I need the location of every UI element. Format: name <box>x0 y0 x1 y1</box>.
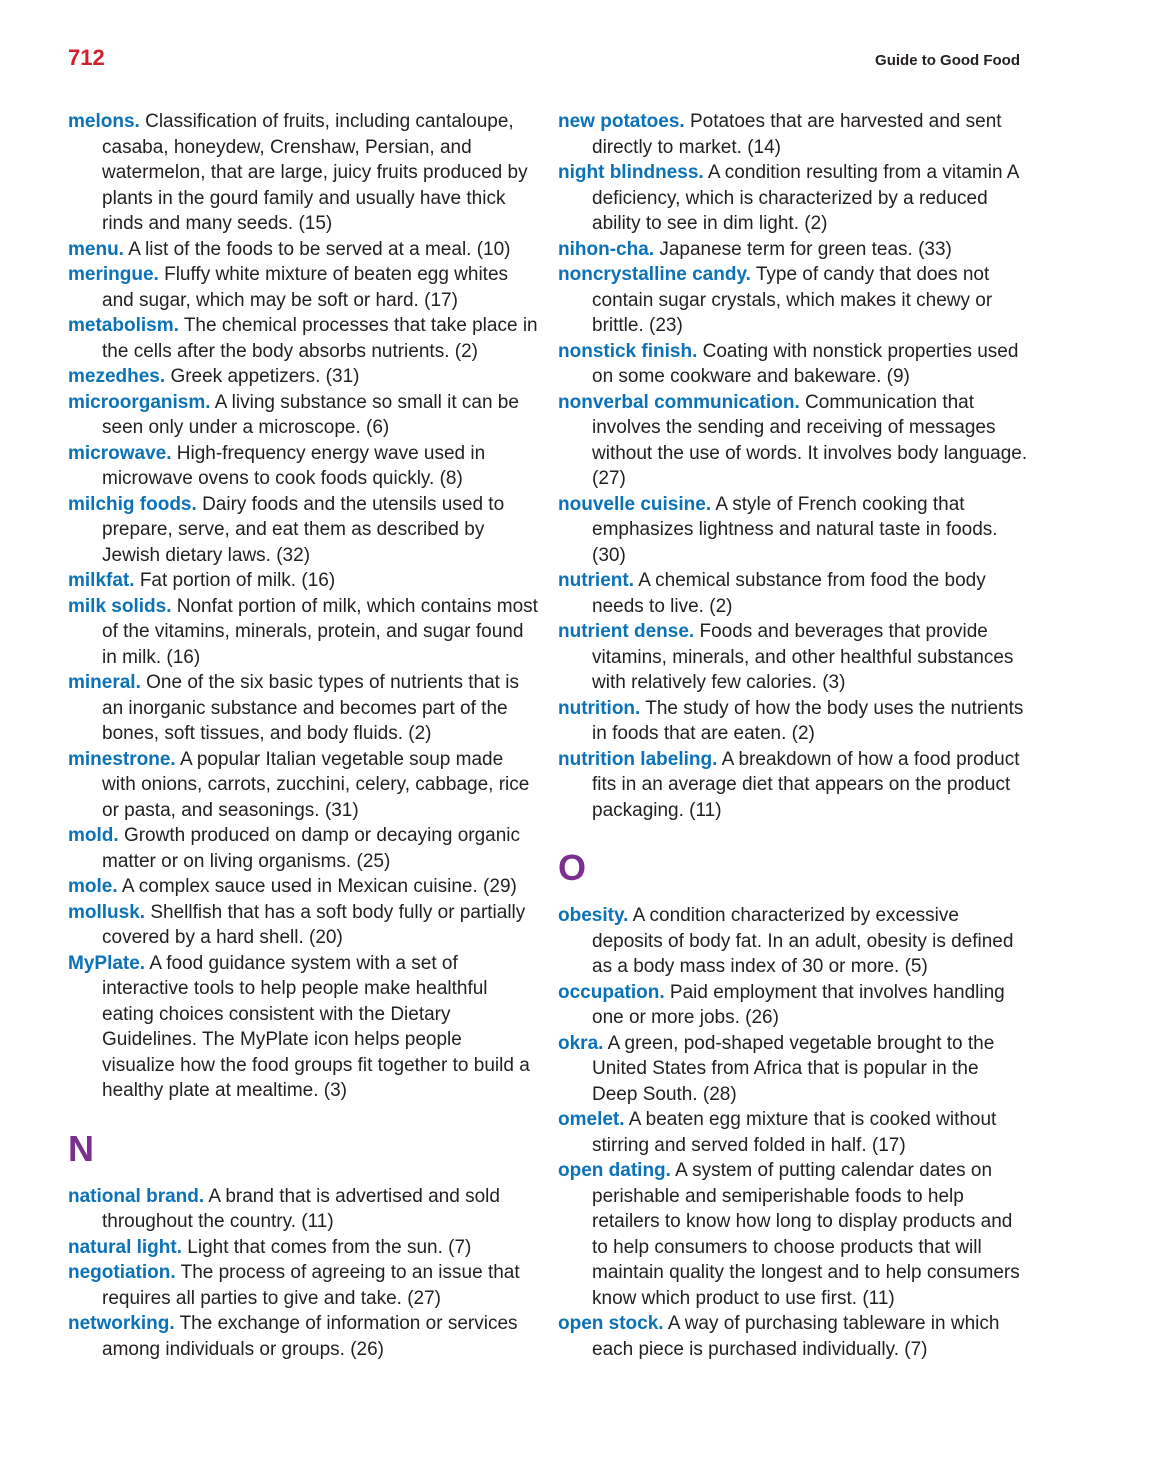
glossary-definition: Fat portion of milk. (16) <box>139 570 336 591</box>
glossary-term: nutrition labeling. <box>558 748 718 770</box>
glossary-term: MyPlate. <box>68 952 146 974</box>
glossary-entry <box>68 109 538 237</box>
glossary-definition: A chemical substance from food the body needs to live. (2) <box>592 570 986 617</box>
glossary-entry <box>558 696 1028 747</box>
glossary-entry <box>68 313 538 364</box>
glossary-entry <box>68 747 538 824</box>
glossary-term: mollusk. <box>68 901 146 923</box>
glossary-entry <box>558 237 1028 263</box>
glossary-term: nouvelle cuisine. <box>558 493 712 515</box>
glossary-definition: Nonfat portion of milk, which contains most of the vitamins, minerals, protein, and sugar found in milk. (16) <box>102 595 538 668</box>
glossary-term: noncrystalline candy. <box>558 264 751 285</box>
glossary-entry <box>68 823 538 874</box>
glossary-term: milkfat. <box>68 570 135 591</box>
running-head: Guide to Good Food <box>875 52 1020 69</box>
glossary-definition: Fluffy white mixture of beaten egg whites and sugar, which may be soft or hard. (17) <box>102 264 509 311</box>
glossary-term: menu. <box>68 238 124 260</box>
glossary-definition: A style of French cooking that emphasizes lightness and natural taste in foods. (30) <box>592 493 998 566</box>
glossary-entry <box>68 951 538 1104</box>
glossary-definition: The chemical processes that take place in the cells after the body absorbs nutrients. (2) <box>102 315 538 362</box>
glossary-definition: The exchange of information or services among individuals or groups. (26) <box>102 1313 518 1360</box>
glossary-definition: Japanese term for green teas. (33) <box>659 238 952 260</box>
glossary-term: nonstick finish. <box>558 340 698 362</box>
glossary-column-right <box>558 109 1028 1362</box>
glossary-entry <box>68 390 538 441</box>
glossary-entry <box>68 441 538 492</box>
glossary-term: omelet. <box>558 1109 625 1130</box>
glossary-entry <box>68 1184 538 1235</box>
glossary-term: nonverbal communication. <box>558 391 800 413</box>
glossary-column-left <box>68 109 538 1362</box>
glossary-definition: The study of how the body uses the nutrients in foods that are eaten. (2) <box>592 697 1024 744</box>
glossary-definition: A breakdown of how a food product fits in an average diet that appears on the product packaging. (11) <box>592 748 1020 821</box>
glossary-term: mineral. <box>68 672 141 693</box>
glossary-definition: A green, pod-shaped vegetable brought to the United States from Africa that is popular in the Deep South. (28) <box>592 1032 995 1105</box>
glossary-term: nutrient dense. <box>558 621 695 642</box>
glossary-definition: The process of agreeing to an issue that requires all parties to give and take. (27) <box>102 1262 520 1309</box>
glossary-term: negotiation. <box>68 1262 176 1283</box>
glossary-entry <box>558 568 1028 619</box>
glossary-term: meringue. <box>68 264 159 285</box>
glossary-definition: A condition characterized by excessive deposits of body fat. In an adult, obesity is defined as a body mass index of 30 or more. (5) <box>592 905 1014 977</box>
glossary-entry <box>558 980 1028 1031</box>
glossary-term: mezedhes. <box>68 366 166 387</box>
glossary-entry <box>558 262 1028 339</box>
glossary-definition: High-frequency energy wave used in microwave ovens to cook foods quickly. (8) <box>102 442 486 489</box>
glossary-definition: Growth produced on damp or decaying organic matter or on living organisms. (25) <box>102 825 521 872</box>
glossary-definition: A brand that is advertised and sold throughout the country. (11) <box>102 1185 500 1232</box>
glossary-definition: Communication that involves the sending and receiving of messages without the use of words. It involves body language. (27) <box>592 391 1028 489</box>
glossary-term: natural light. <box>68 1236 182 1258</box>
glossary-definition: Potatoes that are harvested and sent directly to market. (14) <box>592 111 1002 158</box>
glossary-definition: A beaten egg mixture that is cooked without stirring and served folded in half. (17) <box>592 1109 997 1156</box>
glossary-term: open dating. <box>558 1160 671 1181</box>
glossary-definition: Greek appetizers. (31) <box>170 366 360 387</box>
glossary-definition: A complex sauce used in Mexican cuisine. (29) <box>121 876 517 897</box>
glossary-term: minestrone. <box>68 748 176 770</box>
glossary-term: national brand. <box>68 1185 205 1207</box>
glossary-definition: A condition resulting from a vitamin A deficiency, which is characterized by a reduced ability to see in dim light. (2) <box>592 162 1019 234</box>
glossary-term: okra. <box>558 1032 604 1054</box>
glossary-entry <box>68 594 538 671</box>
glossary-entry <box>68 237 538 263</box>
glossary-term: melons. <box>68 111 140 132</box>
glossary-definition: Dairy foods and the utensils used to prepare, serve, and eat them as described by Jewish dietary laws. (32) <box>102 493 505 566</box>
glossary-definition: A living substance so small it can be seen only under a microscope. (6) <box>102 391 519 438</box>
glossary-term: milk solids. <box>68 595 172 617</box>
section-letter-o: O <box>558 847 587 888</box>
glossary-term: nihon-cha. <box>558 238 655 260</box>
glossary-term: nutrient. <box>558 570 634 591</box>
glossary-entry <box>558 1107 1028 1158</box>
glossary-term: new potatoes. <box>558 111 685 132</box>
glossary-term: mold. <box>68 825 119 846</box>
glossary-term: microwave. <box>68 442 172 464</box>
glossary-term: nutrition. <box>558 697 641 719</box>
glossary-entry <box>558 109 1028 160</box>
glossary-entry <box>68 1235 538 1261</box>
glossary-definition: Paid employment that involves handling one or more jobs. (26) <box>592 981 1005 1028</box>
glossary-entry <box>68 670 538 747</box>
glossary-entry <box>68 364 538 390</box>
glossary-definition: Classification of fruits, including cantaloupe, casaba, honeydew, Crenshaw, Persian, and watermelon, that are large, juicy fruits produced by plants in the gourd family and usually have thick rinds and many seeds. (15) <box>102 111 528 234</box>
page-number: 712 <box>68 45 105 70</box>
glossary-term: milchig foods. <box>68 493 197 515</box>
section-letter-n: N <box>68 1127 94 1169</box>
glossary-definition: Coating with nonstick properties used on some cookware and bakeware. (9) <box>592 340 1019 387</box>
glossary-definition: One of the six basic types of nutrients that is an inorganic substance and becomes part of the bones, soft tissues, and body fluids. (2) <box>102 672 519 744</box>
glossary-definition: A food guidance system with a set of interactive tools to help people make healthful eating choices consistent with the Dietary Guidelines. The MyPlate icon helps people visualize how the food groups fit together to build a healthy plate at mealtime. (3) <box>102 952 530 1101</box>
glossary-term: microorganism. <box>68 391 211 413</box>
glossary-term: metabolism. <box>68 315 179 336</box>
glossary-entry <box>558 492 1028 569</box>
glossary-definition: Type of candy that does not contain sugar crystals, which makes it chewy or brittle. (23) <box>592 264 993 336</box>
glossary-term: occupation. <box>558 981 665 1003</box>
glossary-definition: A list of the foods to be served at a meal. (10) <box>128 238 511 260</box>
glossary-definition: A popular Italian vegetable soup made with onions, carrots, zucchini, celery, cabbage, rice or pasta, and seasonings. (31) <box>102 748 530 821</box>
glossary-entry <box>68 492 538 569</box>
glossary-entry <box>558 390 1028 492</box>
glossary-entry <box>558 1158 1028 1311</box>
glossary-entry <box>558 619 1028 696</box>
glossary-definition: Foods and beverages that provide vitamins, minerals, and other healthful substances with relatively few calories. (3) <box>592 621 1014 693</box>
glossary-term: obesity. <box>558 905 629 926</box>
glossary-definition: Shellfish that has a soft body fully or partially covered by a hard shell. (20) <box>102 901 526 948</box>
glossary-term: mole. <box>68 876 118 897</box>
glossary-entry <box>68 1311 538 1362</box>
glossary-entry <box>68 900 538 951</box>
glossary-term: open stock. <box>558 1313 664 1334</box>
glossary-term: networking. <box>68 1313 175 1334</box>
glossary-entry <box>68 262 538 313</box>
glossary-entry <box>558 1031 1028 1108</box>
glossary-entry <box>558 160 1028 237</box>
glossary-definition: A way of purchasing tableware in which each piece is purchased individually. (7) <box>592 1313 1000 1360</box>
glossary-entry <box>558 903 1028 980</box>
glossary-entry <box>68 568 538 594</box>
glossary-entry <box>558 1311 1028 1362</box>
glossary-entry <box>68 874 538 900</box>
glossary-entry <box>558 339 1028 390</box>
glossary-term: night blindness. <box>558 162 704 183</box>
glossary-entry <box>68 1260 538 1311</box>
glossary-definition: A system of putting calendar dates on perishable and semiperishable foods to help retailers to know how long to display products and to help consumers to choose products that will maintain quality the longest and to help consumers know which product to use first. (11) <box>592 1160 1020 1309</box>
glossary-entry <box>558 747 1028 824</box>
glossary-definition: Light that comes from the sun. (7) <box>187 1236 472 1258</box>
